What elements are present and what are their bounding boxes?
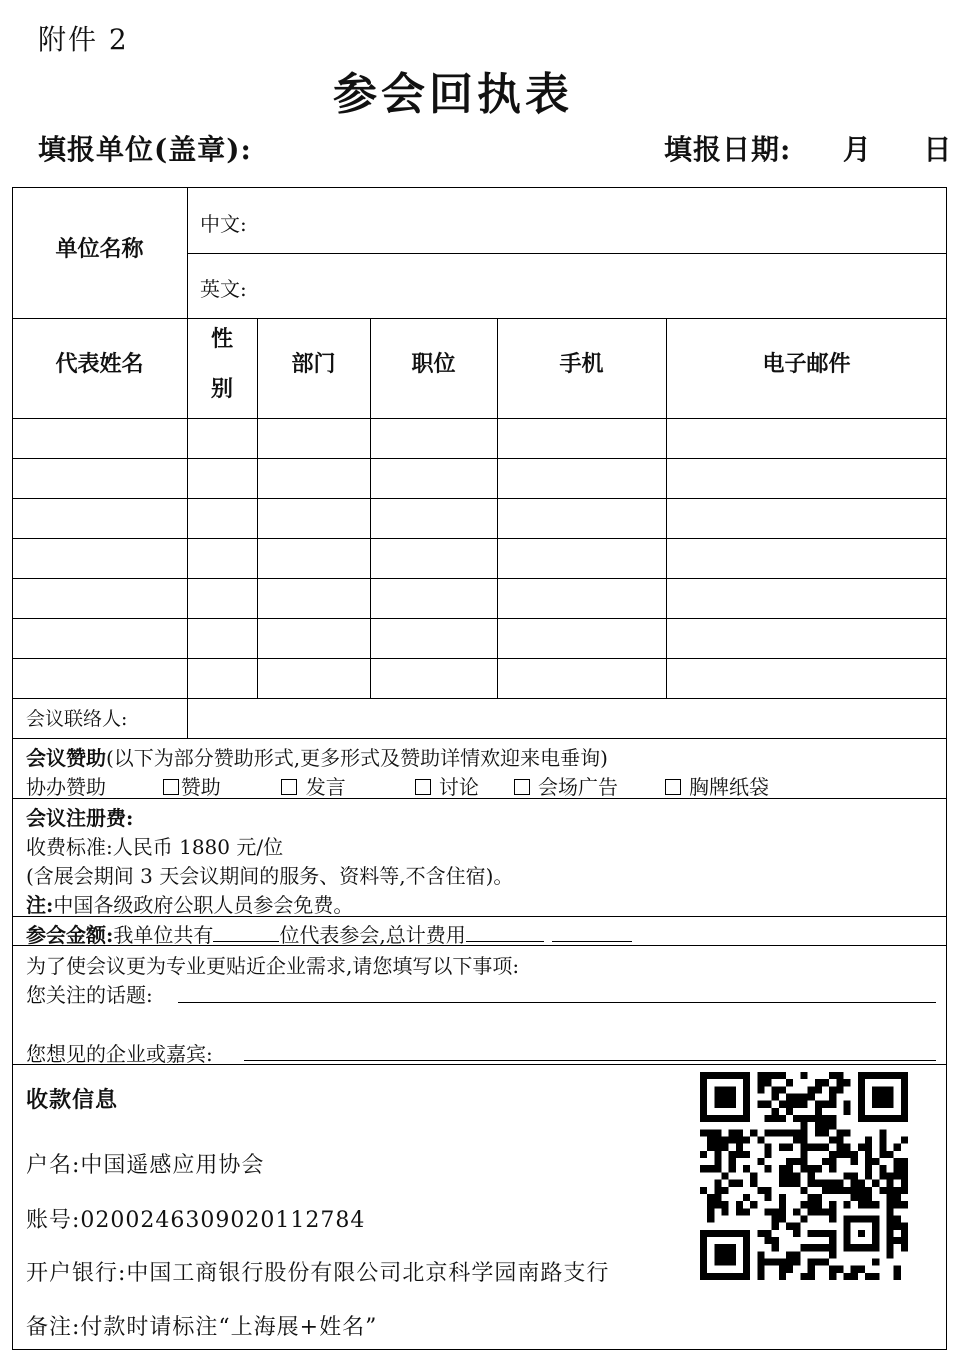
- rep-row-6-mobile-cell[interactable]: [498, 619, 665, 657]
- rep-row-2-position-cell[interactable]: [371, 459, 496, 497]
- rep-row-4-mobile-cell[interactable]: [498, 539, 665, 577]
- fee-note-label: 注:: [26, 893, 54, 917]
- rep-row-1-position-cell[interactable]: [371, 419, 496, 457]
- payment-account-name: 户名:中国遥感应用协会: [26, 1153, 265, 1178]
- checkbox-icon[interactable]: [281, 779, 297, 795]
- rep-row-7-name-cell[interactable]: [13, 659, 186, 697]
- fee-note-text: 中国各级政府公职人员参会免费。: [53, 893, 354, 917]
- rep-row-4-name-cell[interactable]: [13, 539, 186, 577]
- rep-row-2-department-cell[interactable]: [258, 459, 369, 497]
- rep-row-5-email-cell[interactable]: [667, 579, 946, 617]
- rep-row-6-department-cell[interactable]: [258, 619, 369, 657]
- rep-row-5-gender-cell[interactable]: [188, 579, 256, 617]
- fill-date-label: 填报日期:: [664, 133, 792, 166]
- checkbox-icon[interactable]: [163, 779, 179, 795]
- contact-person-label: 会议联络人:: [26, 708, 128, 730]
- sponsor-co-label: 协办赞助: [26, 775, 106, 799]
- rep-row-2-mobile-cell[interactable]: [498, 459, 665, 497]
- col-mobile: 手机: [559, 352, 604, 377]
- fill-date-month: 月: [842, 133, 872, 166]
- rep-row-7-mobile-cell[interactable]: [498, 659, 665, 697]
- rep-row-3-email-cell[interactable]: [667, 499, 946, 537]
- sponsor-option-venue-ad[interactable]: 会场广告: [514, 775, 618, 799]
- sponsor-option-speech[interactable]: 发言: [281, 775, 345, 799]
- rep-row-3-mobile-cell[interactable]: [498, 499, 665, 537]
- amount-row: [26, 919, 632, 948]
- org-name-cn-label: 中文:: [200, 212, 247, 236]
- rep-row-1-mobile-cell[interactable]: [498, 419, 665, 457]
- org-name-en-field[interactable]: [200, 273, 247, 302]
- total-fee-field[interactable]: [466, 923, 544, 942]
- qr-code-icon: [700, 1072, 908, 1280]
- sponsor-option-discussion[interactable]: 讨论: [415, 775, 479, 799]
- rep-row-5-department-cell[interactable]: [258, 579, 369, 617]
- rep-row-1-department-cell[interactable]: [258, 419, 369, 457]
- org-name-en-label: 英文:: [200, 277, 247, 301]
- checkbox-icon[interactable]: [415, 779, 431, 795]
- page-title: 参会回执表: [333, 69, 573, 120]
- org-name-label: 单位名称: [55, 237, 144, 262]
- rep-row-2-name-cell[interactable]: [13, 459, 186, 497]
- fee-heading: 会议注册费:: [26, 806, 134, 830]
- org-name-cn-field[interactable]: [200, 208, 247, 237]
- rep-row-7-position-cell[interactable]: [371, 659, 496, 697]
- rep-row-1-email-cell[interactable]: [667, 419, 946, 457]
- guests-label: 您想见的企业或嘉宾:: [26, 1042, 213, 1066]
- attachment-label: 附件 2: [38, 23, 129, 56]
- rep-count-field[interactable]: [213, 923, 279, 942]
- col-department: 部门: [291, 352, 336, 377]
- rep-row-1-name-cell[interactable]: [13, 419, 186, 457]
- checkbox-icon[interactable]: [514, 779, 530, 795]
- rep-row-7-department-cell[interactable]: [258, 659, 369, 697]
- rep-row-5-position-cell[interactable]: [371, 579, 496, 617]
- rep-row-7-gender-cell[interactable]: [188, 659, 256, 697]
- payment-account-number: 账号:0200246309020112784: [26, 1208, 366, 1233]
- rep-row-3-department-cell[interactable]: [258, 499, 369, 537]
- col-gender-1: 性: [210, 327, 233, 352]
- rep-row-3-name-cell[interactable]: [13, 499, 186, 537]
- rep-row-2-gender-cell[interactable]: [188, 459, 256, 497]
- payment-remark: 备注:付款时请标注“上海展+姓名”: [26, 1315, 378, 1340]
- rep-row-4-gender-cell[interactable]: [188, 539, 256, 577]
- sponsor-option-badge-bag[interactable]: 胸牌纸袋: [665, 775, 769, 799]
- fill-unit-label: 填报单位(盖章):: [38, 133, 252, 166]
- guests-field[interactable]: [244, 1060, 936, 1061]
- rep-row-4-position-cell[interactable]: [371, 539, 496, 577]
- sponsor-options: [26, 771, 769, 800]
- rep-row-1-gender-cell[interactable]: [188, 419, 256, 457]
- rep-row-7-email-cell[interactable]: [667, 659, 946, 697]
- rep-row-5-name-cell[interactable]: [13, 579, 186, 617]
- contact-person-field[interactable]: [188, 699, 946, 738]
- amount-text-1: 我单位共有: [113, 923, 214, 947]
- rep-row-5-mobile-cell[interactable]: [498, 579, 665, 617]
- total-fee-field-2[interactable]: [552, 923, 632, 942]
- rep-row-4-email-cell[interactable]: [667, 539, 946, 577]
- payment-bank: 开户银行:中国工商银行股份有限公司北京科学园南路支行: [26, 1261, 610, 1286]
- rep-row-3-gender-cell[interactable]: [188, 499, 256, 537]
- rep-row-2-email-cell[interactable]: [667, 459, 946, 497]
- fee-standard: 收费标准:人民币 1880 元/位: [26, 835, 284, 859]
- topics-label: 您关注的话题:: [26, 983, 153, 1007]
- rep-row-4-department-cell[interactable]: [258, 539, 369, 577]
- col-rep-name: 代表姓名: [55, 352, 144, 377]
- fill-date-day: 日: [923, 133, 953, 166]
- rep-row-6-name-cell[interactable]: [13, 619, 186, 657]
- sponsor-note: (以下为部分赞助形式,更多形式及赞助详情欢迎来电垂询): [106, 746, 608, 770]
- sponsor-option-sponsor[interactable]: 赞助: [163, 775, 221, 799]
- fee-includes: (含展会期间 3 天会议期间的服务、资料等,不含住宿)。: [26, 864, 514, 888]
- amount-text-2: 位代表参会,总计费用: [279, 923, 466, 947]
- col-gender-2: 别: [210, 377, 233, 402]
- rep-row-6-position-cell[interactable]: [371, 619, 496, 657]
- rep-row-6-gender-cell[interactable]: [188, 619, 256, 657]
- col-position: 职位: [411, 352, 456, 377]
- survey-intro: 为了使会议更为专业更贴近企业需求,请您填写以下事项:: [26, 954, 520, 978]
- rep-row-3-position-cell[interactable]: [371, 499, 496, 537]
- checkbox-icon[interactable]: [665, 779, 681, 795]
- sponsor-heading: 会议赞助: [26, 746, 106, 770]
- fill-date: [664, 128, 952, 168]
- topics-field[interactable]: [178, 1002, 936, 1003]
- payment-heading: 收款信息: [26, 1087, 119, 1113]
- rep-row-6-email-cell[interactable]: [667, 619, 946, 657]
- col-email: 电子邮件: [762, 352, 851, 377]
- amount-label: 参会金额:: [26, 923, 114, 947]
